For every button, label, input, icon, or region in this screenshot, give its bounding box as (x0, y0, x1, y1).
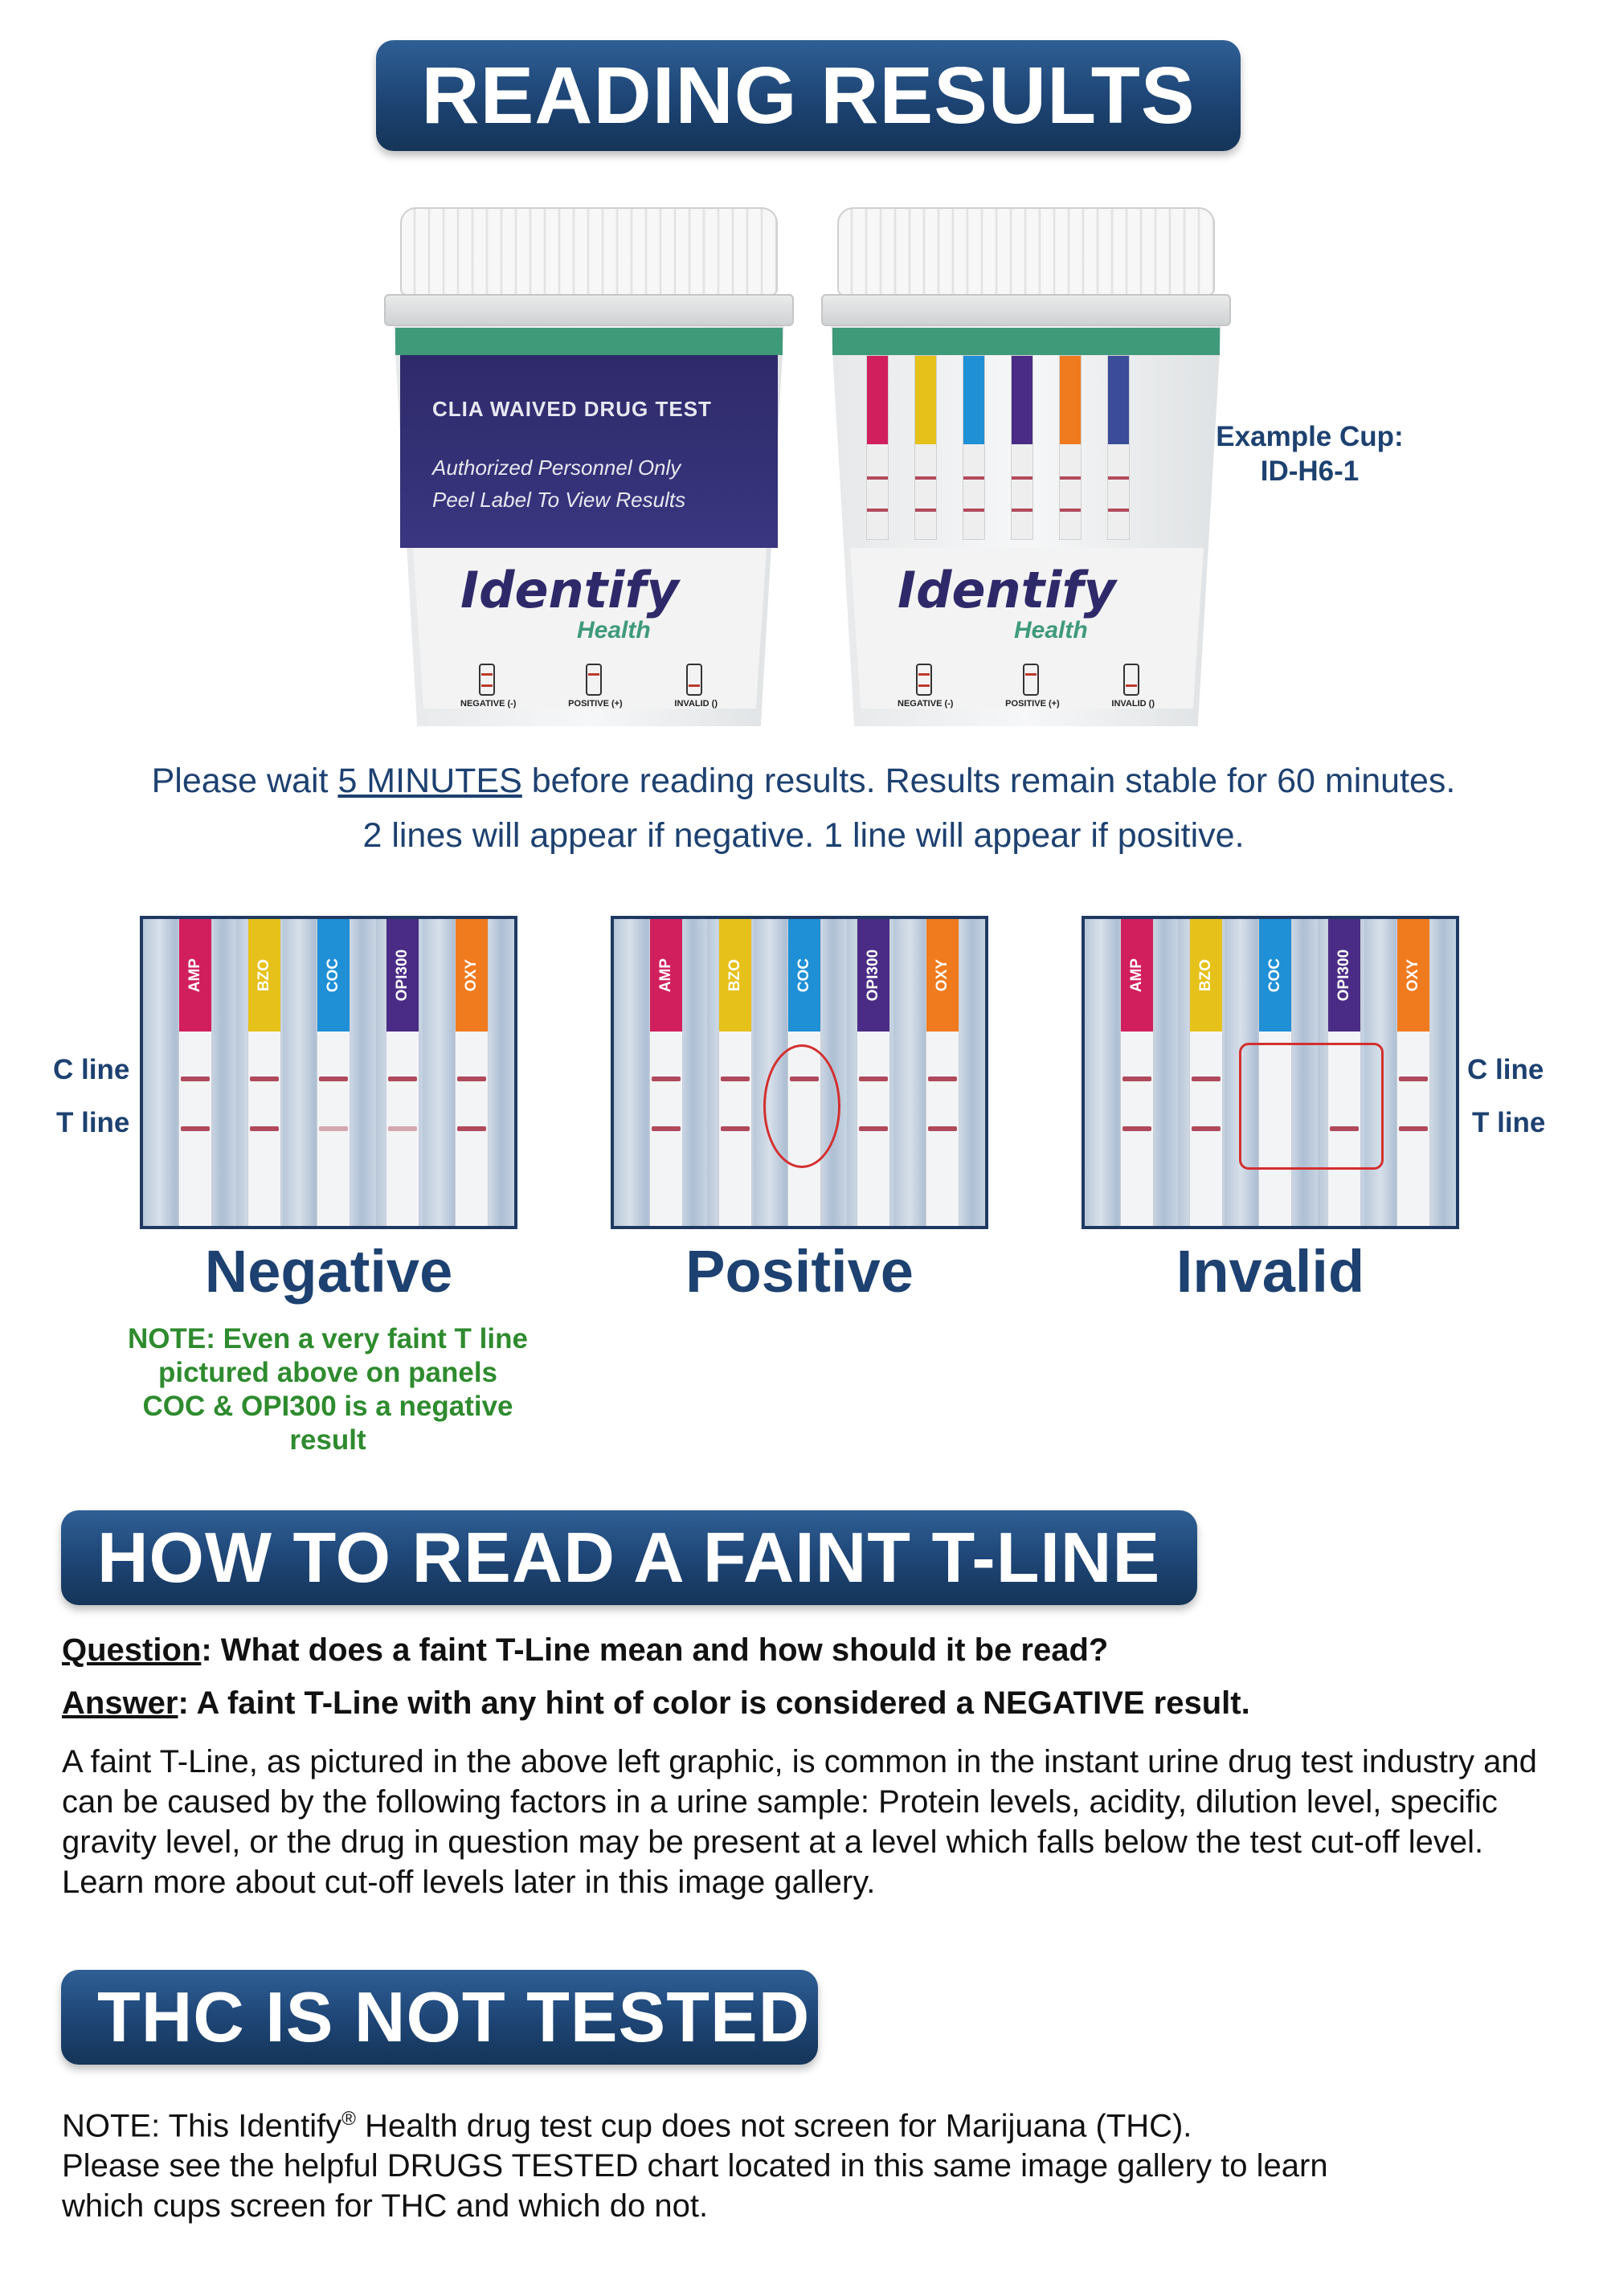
health-logo: Health (577, 617, 651, 643)
strip-amp: AMP (1120, 919, 1154, 1226)
negative-example-panel (140, 916, 517, 1229)
invalid-title: Invalid (1176, 1238, 1365, 1305)
strip-oxy: OXY (1396, 919, 1430, 1226)
faint-t-line-banner (61, 1510, 1197, 1605)
cup-lid (400, 207, 778, 296)
identify-logo: Identify (460, 561, 679, 619)
cup-strip-coc (963, 355, 985, 540)
cup-strip-opi300 (1011, 355, 1033, 540)
faint-t-line-title: HOW TO READ A FAINT T-LINE (97, 1518, 1161, 1597)
faint-explanation: A faint T-Line, as pictured in the above left graphic, is common in the instant urine drug test industry and can be caused by the following factors in a urine sample: Protein levels, acidity, dilution level, specific gravity level, or the drug in question may be present at a level which falls below the test cut-off level. Learn more about cut-off levels later in this image gallery. (62, 1744, 1537, 1900)
positive-example-panel (611, 916, 988, 1229)
cup-test-strips (852, 355, 1189, 540)
faint-answer: Answer: A faint T-Line with any hint of color is considered a NEGATIVE result. (62, 1685, 1250, 1721)
reading-results-banner (376, 40, 1241, 151)
strip-amp: AMP (649, 919, 683, 1226)
strip-opi300: OPI300 (857, 919, 890, 1226)
negative-legend-icon (479, 664, 495, 696)
cup-lid (837, 207, 1215, 296)
thc-banner (61, 1970, 818, 2065)
positive-highlight-ellipse (763, 1044, 840, 1168)
strip-bzo: BZO (718, 919, 752, 1226)
invalid-highlight-box (1239, 1043, 1384, 1170)
cup-result-legend: NEGATIVE (-) POSITIVE (+) INVALID () (898, 664, 1155, 709)
strip-amp: AMP (178, 919, 212, 1226)
strip-coc: COC (317, 919, 350, 1226)
wait-time-emphasis: 5 MINUTES (337, 762, 522, 800)
strip-bzo: BZO (1189, 919, 1223, 1226)
invalid-legend-icon (686, 664, 702, 696)
strip-bzo: BZO (247, 919, 281, 1226)
positive-title: Positive (685, 1238, 914, 1305)
strip-coc: COC (787, 919, 821, 1226)
peel-label: CLIA WAIVED DRUG TEST Authorized Personnel Only Peel Label To View Results (400, 355, 778, 548)
strip-opi300: OPI300 (386, 919, 419, 1226)
cup-strip-oxy (1059, 355, 1082, 540)
faint-line-note: NOTE: Even a very faint T line pictured above on panels COC & OPI300 is a negative result (128, 1323, 528, 1456)
reading-results-title: READING RESULTS (421, 50, 1196, 141)
negative-legend-icon (916, 664, 932, 696)
t-line-label-right: T line (1472, 1107, 1546, 1138)
strip-oxy: OXY (455, 919, 489, 1226)
strip-oxy: OXY (926, 919, 959, 1226)
registered-mark: ® (341, 2108, 356, 2130)
identify-logo: Identify (898, 561, 1116, 619)
invalid-legend-icon (1123, 664, 1139, 696)
strip-coc: COC (1258, 919, 1292, 1226)
negative-title: Negative (204, 1238, 453, 1305)
faint-t-line (388, 1126, 417, 1131)
example-cup-label: Example Cup: ID-H6-1 (1216, 421, 1404, 487)
faint-question: Question: What does a faint T-Line mean and how should it be read? (62, 1632, 1109, 1668)
c-line-label-left: C line (53, 1054, 130, 1085)
faint-t-line (319, 1126, 348, 1131)
wait-instructions: Please wait 5 MINUTES before reading results. Results remain stable for 60 minutes. 2 lines will appear if negative. 1 line will appear if positive. (151, 762, 1456, 855)
cup-sealed (384, 207, 794, 729)
cup-result-legend: NEGATIVE (-) POSITIVE (+) INVALID () (460, 664, 718, 709)
cup-strip-bzo (914, 355, 937, 540)
cup-peeled (821, 207, 1231, 729)
strip-opi300: OPI300 (1327, 919, 1361, 1226)
cup-strip-amp (866, 355, 889, 540)
t-line-label-left: T line (56, 1107, 130, 1138)
health-logo: Health (1014, 617, 1088, 643)
thc-note: NOTE: This Identify® Health drug test cup does not screen for Marijuana (THC). Please see the helpful DRUGS TESTED chart located in this same image gallery to learn which cups screen for THC and which do not. (62, 2108, 1328, 2225)
positive-legend-icon (1023, 664, 1039, 696)
thc-title: THC IS NOT TESTED (97, 1977, 811, 2057)
c-line-label-right: C line (1467, 1054, 1544, 1085)
cup-strip-thc (1107, 355, 1130, 540)
invalid-example-panel (1082, 916, 1459, 1229)
positive-legend-icon (586, 664, 602, 696)
